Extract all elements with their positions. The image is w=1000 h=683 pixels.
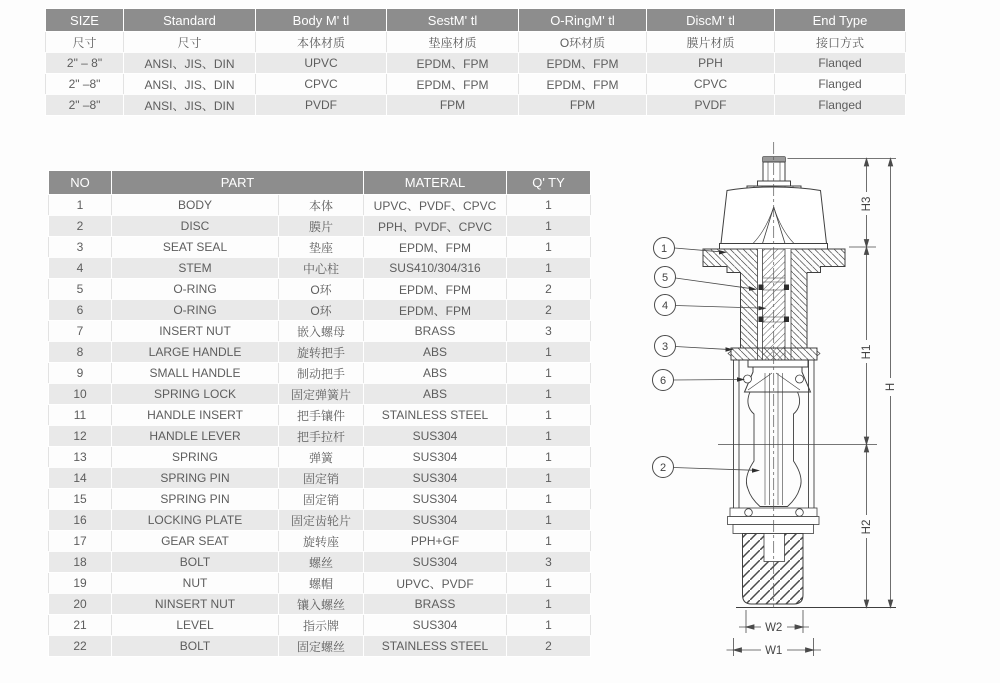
table-cell: ANSI、JIS、DIN bbox=[124, 53, 256, 74]
table-cell: BRASS bbox=[364, 594, 507, 615]
table-cell: 接口方式 bbox=[775, 32, 906, 53]
table-cell: PPH bbox=[647, 53, 775, 74]
table-cell: 1 bbox=[507, 258, 591, 279]
table-cell: 12 bbox=[49, 426, 112, 447]
table-cell: 固定弹簧片 bbox=[279, 384, 364, 405]
table-cell: 1 bbox=[507, 405, 591, 426]
base-stem-bore bbox=[764, 534, 785, 562]
parts-header-qty: Q' TY bbox=[507, 171, 591, 195]
seat-ring bbox=[733, 525, 814, 534]
table-cell: PPH+GF bbox=[364, 531, 507, 552]
parts-row bbox=[49, 237, 591, 258]
table-cell: 本体材质 bbox=[256, 32, 387, 53]
table-cell: 固定销 bbox=[279, 468, 364, 489]
table-cell: 旋转把手 bbox=[279, 342, 364, 363]
table-cell: 9 bbox=[49, 363, 112, 384]
parts-row bbox=[49, 510, 591, 531]
bolt-hole bbox=[745, 509, 753, 517]
table-cell: EPDM、FPM bbox=[364, 279, 507, 300]
table-cell: 17 bbox=[49, 531, 112, 552]
table-cell: ABS bbox=[364, 384, 507, 405]
table-cell: SUS304 bbox=[364, 552, 507, 573]
table-cell: 1 bbox=[507, 615, 591, 636]
spec-header-size: SIZE bbox=[46, 9, 124, 32]
parts-header-row bbox=[49, 171, 591, 195]
parts-row bbox=[49, 426, 591, 447]
table-cell: 13 bbox=[49, 447, 112, 468]
table-cell: 尺寸 bbox=[46, 32, 124, 53]
table-cell: LEVEL bbox=[112, 615, 279, 636]
table-cell: 2 bbox=[507, 636, 591, 657]
table-cell: 2" –8" bbox=[46, 95, 124, 116]
parts-row bbox=[49, 300, 591, 321]
table-cell: UPVC bbox=[256, 53, 387, 74]
table-cell: PPH、PVDF、CPVC bbox=[364, 216, 507, 237]
svg-text:2: 2 bbox=[659, 462, 667, 474]
table-cell: EPDM、FPM bbox=[387, 53, 519, 74]
dim-label-h3: H3 bbox=[861, 196, 873, 212]
table-cell: 2 bbox=[49, 216, 112, 237]
bolt-hole bbox=[744, 375, 752, 383]
table-cell: SPRING LOCK bbox=[112, 384, 279, 405]
table-cell: NINSERT NUT bbox=[112, 594, 279, 615]
table-cell: 1 bbox=[507, 489, 591, 510]
table-cell: EPDM、FPM bbox=[519, 74, 647, 95]
table-cell: 15 bbox=[49, 489, 112, 510]
table-cell: 垫座 bbox=[279, 237, 364, 258]
table-cell: 8 bbox=[49, 342, 112, 363]
callout-3 bbox=[655, 336, 734, 357]
table-cell: FPM bbox=[519, 95, 647, 116]
table-cell: 6 bbox=[49, 300, 112, 321]
table-cell: DISC bbox=[112, 216, 279, 237]
table-cell: SEAT SEAL bbox=[112, 237, 279, 258]
table-cell: SPRING PIN bbox=[112, 489, 279, 510]
table-cell: 把手拉杆 bbox=[279, 426, 364, 447]
table-cell: 膜片材质 bbox=[647, 32, 775, 53]
table-cell: CPVC bbox=[647, 74, 775, 95]
table-cell: 1 bbox=[507, 363, 591, 384]
table-cell: SUS304 bbox=[364, 489, 507, 510]
table-cell: UPVC、PVDF、CPVC bbox=[364, 195, 507, 216]
table-cell: 指示牌 bbox=[279, 615, 364, 636]
table-cell: 镶入螺丝 bbox=[279, 594, 364, 615]
seat-ring bbox=[728, 517, 820, 525]
parts-row bbox=[49, 594, 591, 615]
table-cell: UPVC、PVDF bbox=[364, 573, 507, 594]
svg-text:4: 4 bbox=[661, 300, 669, 312]
table-cell: O环材质 bbox=[519, 32, 647, 53]
dim-label-h: H bbox=[885, 382, 897, 392]
dim-label-h2: H2 bbox=[861, 519, 873, 535]
table-cell: 2" –8" bbox=[46, 74, 124, 95]
table-cell: 3 bbox=[49, 237, 112, 258]
table-cell: 1 bbox=[507, 510, 591, 531]
table-cell: PVDF bbox=[256, 95, 387, 116]
table-cell: 把手镶件 bbox=[279, 405, 364, 426]
parts-row bbox=[49, 468, 591, 489]
table-cell: 1 bbox=[507, 573, 591, 594]
table-cell: 1 bbox=[507, 531, 591, 552]
parts-row bbox=[49, 573, 591, 594]
table-cell: ANSI、JIS、DIN bbox=[124, 95, 256, 116]
table-cell: LARGE HANDLE bbox=[112, 342, 279, 363]
table-cell: NUT bbox=[112, 573, 279, 594]
table-cell: EPDM、FPM bbox=[364, 300, 507, 321]
svg-text:6: 6 bbox=[659, 375, 667, 387]
spec-row bbox=[46, 95, 906, 116]
parts-row bbox=[49, 216, 591, 237]
table-cell: 1 bbox=[507, 426, 591, 447]
table-cell: 嵌入螺母 bbox=[279, 321, 364, 342]
table-cell: 2 bbox=[507, 279, 591, 300]
spec-table bbox=[45, 8, 906, 116]
spec-header-cn-row bbox=[46, 32, 906, 53]
table-cell: 7 bbox=[49, 321, 112, 342]
bolt-hole bbox=[796, 509, 804, 517]
table-cell: 2 bbox=[507, 300, 591, 321]
table-cell: EPDM、FPM bbox=[387, 74, 519, 95]
table-cell: 螺帽 bbox=[279, 573, 364, 594]
parts-row bbox=[49, 531, 591, 552]
table-cell: LOCKING PLATE bbox=[112, 510, 279, 531]
table-cell: BOLT bbox=[112, 552, 279, 573]
parts-row bbox=[49, 195, 591, 216]
parts-row bbox=[49, 321, 591, 342]
table-cell: STAINLESS STEEL bbox=[364, 636, 507, 657]
table-cell: 1 bbox=[507, 342, 591, 363]
spec-header-oring-mtl: O-RingM' tl bbox=[519, 9, 647, 32]
table-cell: 20 bbox=[49, 594, 112, 615]
table-cell: STEM bbox=[112, 258, 279, 279]
table-cell: 10 bbox=[49, 384, 112, 405]
table-cell: 固定销 bbox=[279, 489, 364, 510]
table-cell: 21 bbox=[49, 615, 112, 636]
table-cell: 19 bbox=[49, 573, 112, 594]
table-cell: 5 bbox=[49, 279, 112, 300]
table-cell: ABS bbox=[364, 363, 507, 384]
table-cell: SUS304 bbox=[364, 447, 507, 468]
table-cell: Flanqed bbox=[775, 53, 906, 74]
table-cell: BRASS bbox=[364, 321, 507, 342]
spec-header-end-type: End Type bbox=[775, 9, 906, 32]
parts-row bbox=[49, 384, 591, 405]
table-cell: O-RING bbox=[112, 300, 279, 321]
parts-row bbox=[49, 405, 591, 426]
table-cell: O环 bbox=[279, 300, 364, 321]
table-cell: 2" – 8" bbox=[46, 53, 124, 74]
table-cell: 固定齿轮片 bbox=[279, 510, 364, 531]
parts-row bbox=[49, 489, 591, 510]
svg-text:1: 1 bbox=[660, 243, 668, 255]
table-cell: 1 bbox=[507, 594, 591, 615]
table-cell: CPVC bbox=[256, 74, 387, 95]
table-cell: HANDLE LEVER bbox=[112, 426, 279, 447]
svg-text:3: 3 bbox=[661, 341, 669, 353]
table-cell: 垫座材质 bbox=[387, 32, 519, 53]
table-cell: SUS304 bbox=[364, 510, 507, 531]
parts-row bbox=[49, 258, 591, 279]
parts-row bbox=[49, 552, 591, 573]
table-cell: O-RING bbox=[112, 279, 279, 300]
table-cell: 1 bbox=[507, 237, 591, 258]
dim-label-w2: W2 bbox=[765, 622, 783, 634]
table-cell: SPRING PIN bbox=[112, 468, 279, 489]
valve-cross-section-drawing bbox=[615, 135, 925, 680]
table-cell: SUS304 bbox=[364, 468, 507, 489]
table-cell: BODY bbox=[112, 195, 279, 216]
parts-row bbox=[49, 636, 591, 657]
table-cell: 22 bbox=[49, 636, 112, 657]
table-cell: SUS304 bbox=[364, 426, 507, 447]
table-cell: EPDM、FPM bbox=[519, 53, 647, 74]
table-cell: GEAR SEAT bbox=[112, 531, 279, 552]
parts-header-part: PART bbox=[112, 171, 364, 195]
table-cell: HANDLE INSERT bbox=[112, 405, 279, 426]
parts-row bbox=[49, 279, 591, 300]
table-cell: SUS410/304/316 bbox=[364, 258, 507, 279]
svg-text:5: 5 bbox=[661, 272, 669, 284]
parts-row bbox=[49, 615, 591, 636]
spec-header-standard: Standard bbox=[124, 9, 256, 32]
table-cell: 18 bbox=[49, 552, 112, 573]
spec-header-seat-mtl: SestM' tl bbox=[387, 9, 519, 32]
table-cell: Flanged bbox=[775, 74, 906, 95]
table-cell: INSERT NUT bbox=[112, 321, 279, 342]
spec-row bbox=[46, 53, 906, 74]
table-cell: 中心柱 bbox=[279, 258, 364, 279]
table-cell: 3 bbox=[507, 321, 591, 342]
table-cell: EPDM、FPM bbox=[364, 237, 507, 258]
dim-label-h1: H1 bbox=[861, 344, 873, 360]
table-cell: 制动把手 bbox=[279, 363, 364, 384]
table-cell: 旋转座 bbox=[279, 531, 364, 552]
table-cell: 1 bbox=[49, 195, 112, 216]
parts-header-material: MATERAL bbox=[364, 171, 507, 195]
table-cell: 1 bbox=[507, 216, 591, 237]
table-cell: 固定螺丝 bbox=[279, 636, 364, 657]
table-cell: 尺寸 bbox=[124, 32, 256, 53]
callout-2 bbox=[653, 457, 761, 478]
table-cell: 1 bbox=[507, 447, 591, 468]
callout-6 bbox=[653, 370, 746, 391]
table-cell: STAINLESS STEEL bbox=[364, 405, 507, 426]
spec-header-row bbox=[46, 9, 906, 32]
table-cell: 1 bbox=[507, 468, 591, 489]
table-cell: 1 bbox=[507, 384, 591, 405]
parts-header-no: NO bbox=[49, 171, 112, 195]
table-cell: 14 bbox=[49, 468, 112, 489]
table-cell: 本体 bbox=[279, 195, 364, 216]
parts-row bbox=[49, 447, 591, 468]
table-cell: 11 bbox=[49, 405, 112, 426]
table-cell: 螺丝 bbox=[279, 552, 364, 573]
table-cell: O环 bbox=[279, 279, 364, 300]
table-cell: 1 bbox=[507, 195, 591, 216]
table-cell: BOLT bbox=[112, 636, 279, 657]
table-cell: FPM bbox=[387, 95, 519, 116]
spec-header-disc-mtl: DiscM' tl bbox=[647, 9, 775, 32]
table-cell: 4 bbox=[49, 258, 112, 279]
parts-table bbox=[48, 170, 591, 657]
bolt-hole bbox=[796, 375, 804, 383]
table-cell: 膜片 bbox=[279, 216, 364, 237]
table-cell: SUS304 bbox=[364, 615, 507, 636]
valve-body-outline bbox=[703, 157, 896, 608]
table-cell: 弹簧 bbox=[279, 447, 364, 468]
table-cell: SMALL HANDLE bbox=[112, 363, 279, 384]
parts-row bbox=[49, 363, 591, 384]
table-cell: Flanged bbox=[775, 95, 906, 116]
table-cell: ANSI、JIS、DIN bbox=[124, 74, 256, 95]
parts-row bbox=[49, 342, 591, 363]
spec-row bbox=[46, 74, 906, 95]
table-cell: PVDF bbox=[647, 95, 775, 116]
table-cell: ABS bbox=[364, 342, 507, 363]
table-cell: 3 bbox=[507, 552, 591, 573]
diaphragm-plate bbox=[748, 360, 808, 367]
table-cell: SPRING bbox=[112, 447, 279, 468]
table-cell: 16 bbox=[49, 510, 112, 531]
spec-header-body-mtl: Body M' tl bbox=[256, 9, 387, 32]
dim-label-w1: W1 bbox=[765, 645, 783, 657]
